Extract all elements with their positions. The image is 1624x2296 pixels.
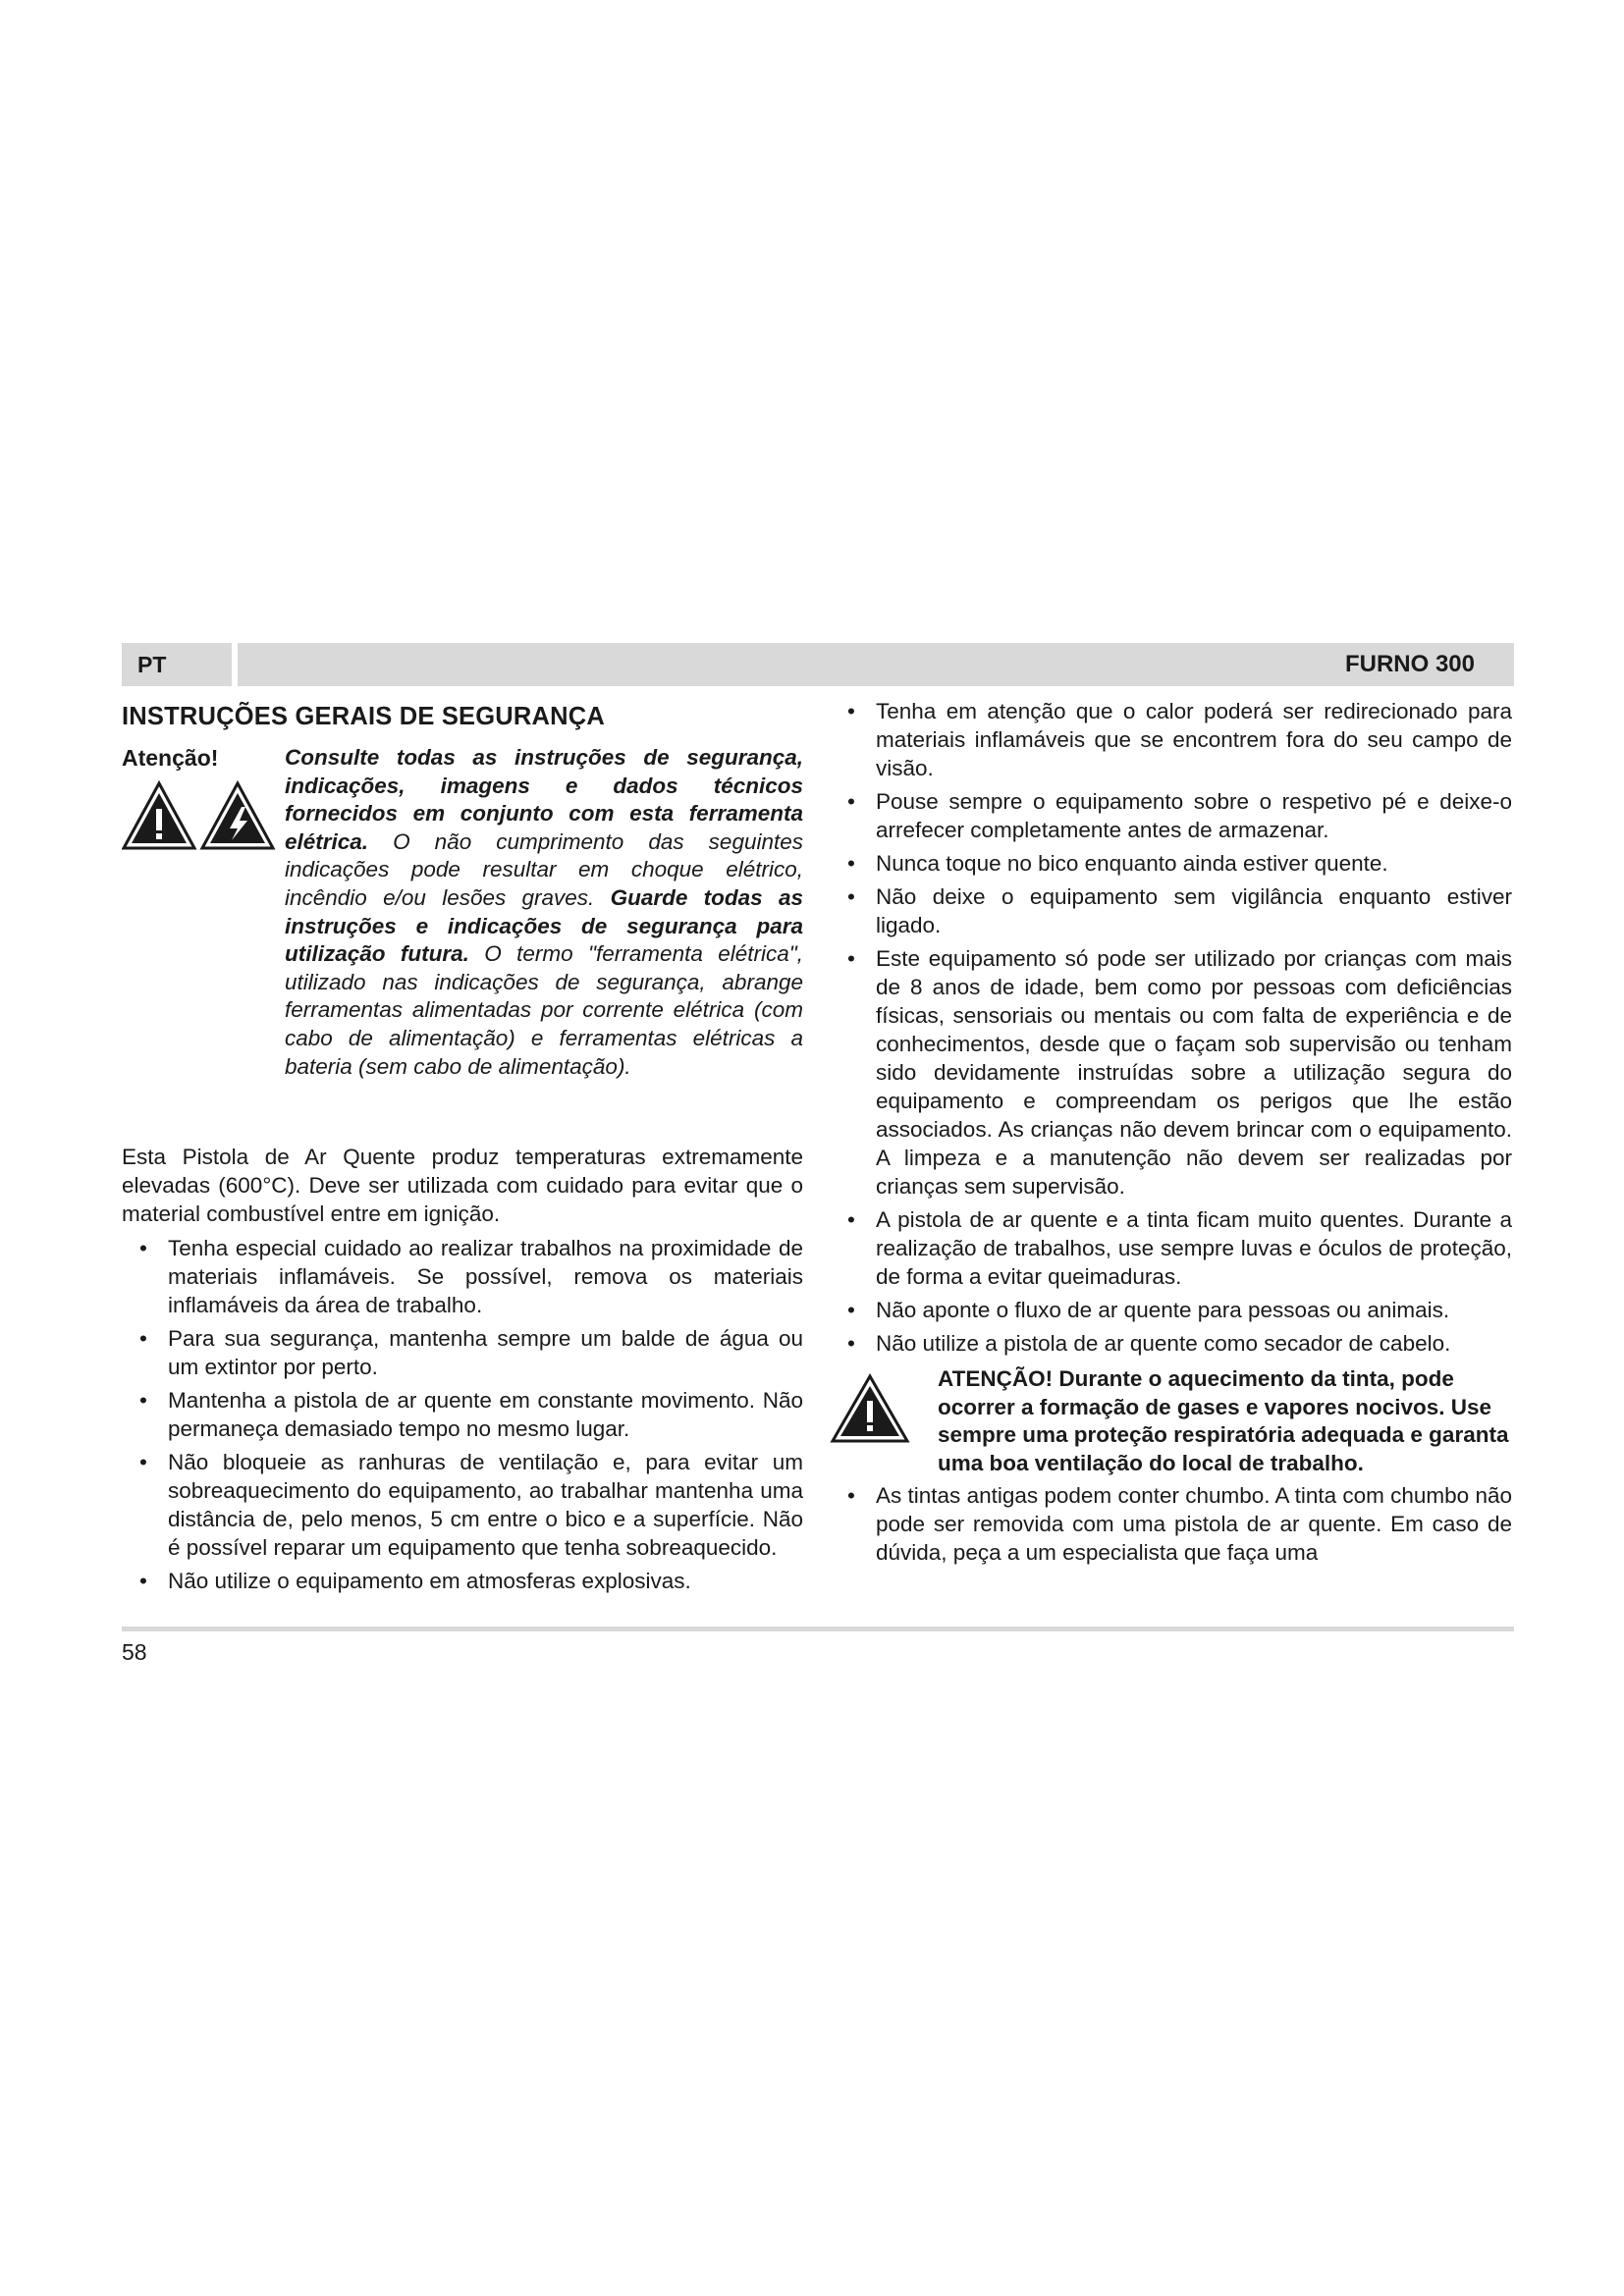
list-item: [830, 787, 1512, 844]
warning-label: Atenção!: [122, 745, 219, 771]
left-column: [122, 699, 803, 1600]
right-bullet-list: [830, 697, 1512, 1358]
bullet-icon: •: [847, 1483, 855, 1508]
list-item: [122, 1448, 803, 1562]
list-item: [830, 882, 1512, 939]
list-item-text: Não deixe o equipamento sem vigilância enquanto estiver ligado.: [876, 884, 1512, 937]
section-heading: INSTRUÇÕES GERAIS DE SEGURANÇA: [122, 703, 605, 730]
warning-triangle-icon: [830, 1373, 910, 1444]
list-item-text: Tenha em atenção que o calor poderá ser redirecionado para materiais inflamáveis que se encontrem fora do seu campo de visão.: [876, 699, 1512, 780]
list-item: [830, 1205, 1512, 1291]
list-item-text: Tenha especial cuidado ao realizar trabalhos na proximidade de materiais inflamáveis. Se possível, remova os materiais inflamáveis da área de trabalho.: [168, 1236, 803, 1317]
list-item: [830, 697, 1512, 782]
header-band: [122, 643, 1514, 686]
bullet-icon: •: [847, 789, 855, 814]
footer-rule: [122, 1627, 1514, 1631]
bullet-icon: •: [847, 884, 855, 909]
list-item: [830, 1329, 1512, 1358]
list-item-text: Não aponte o fluxo de ar quente para pessoas ou animais.: [876, 1298, 1450, 1322]
list-item-text: As tintas antigas podem conter chumbo. A tinta com chumbo não pode ser removida com uma pistola de ar quente. Em caso de dúvida, peça a um especialista que faça uma: [876, 1483, 1512, 1565]
electric-hazard-icon: [202, 783, 273, 848]
left-bullet-list: [122, 1234, 803, 1595]
bullet-icon: •: [139, 1326, 147, 1351]
attention-block: [830, 1365, 1512, 1475]
list-item: [830, 1481, 1512, 1567]
bullet-icon: •: [139, 1569, 147, 1593]
list-item: [122, 1567, 803, 1595]
list-item: [122, 1386, 803, 1443]
bullet-icon: •: [139, 1450, 147, 1474]
list-item-text: Não bloqueie as ranhuras de ventilação e, para evitar um sobreaquecimento do equipamento, ao trabalhar mantenha uma distância de, pelo menos, 5 cm entre o bico e a superfície. Não é possível reparar um equipamento que tenha sobreaquecido.: [168, 1450, 803, 1560]
bullet-icon: •: [847, 851, 855, 876]
list-item-text: A pistola de ar quente e a tinta ficam muito quentes. Durante a realização de trabalhos, use sempre luvas e óculos de proteção, de forma a evitar queimaduras.: [876, 1207, 1512, 1289]
list-item-text: Nunca toque no bico enquanto ainda estiver quente.: [876, 851, 1388, 876]
warning-triangle-icon: [124, 783, 194, 848]
list-item: [122, 1234, 803, 1319]
language-tag: PT: [122, 643, 232, 686]
list-item-text: Para sua segurança, mantenha sempre um balde de água ou um extintor por perto.: [168, 1326, 803, 1379]
bullet-icon: •: [847, 1331, 855, 1356]
right-column: [830, 697, 1512, 1572]
bullet-icon: •: [139, 1236, 147, 1260]
list-item-text: Este equipamento só pode ser utilizado por crianças com mais de 8 anos de idade, bem como por pessoas com deficiências físicas, sensoriais ou mentais ou com falta de experiência e de conhecimentos, desde que o façam sob supervisão ou tenham sido devidamente instruídas sobre a utilização segura do equipamento e compreendam os perigos que lhe estão associados. As crianças não devem brincar com o equipamento. A limpeza e a manutenção não devem ser realizadas por crianças sem supervisão.: [876, 946, 1512, 1199]
warning-icons: [122, 779, 279, 854]
list-item: [830, 1296, 1512, 1324]
list-item-text: Pouse sempre o equipamento sobre o respetivo pé e deixe-o arrefecer completamente antes de armazenar.: [876, 789, 1512, 842]
warning-bold-2: Guarde todas as instruções e indicações de segurança para utilização futura.: [285, 884, 804, 967]
bullet-icon: •: [139, 1388, 147, 1413]
warning-bold-1: Consulte todas as instruções de segurança, indicações, imagens e dados técnicos fornecidos em conjunto com esta ferramenta elétrica.: [285, 745, 803, 854]
attention-text: ATENÇÃO! Durante o aquecimento da tinta, pode ocorrer a formação de gases e vapores nocivos. Use sempre uma proteção respiratória adequada e garanta uma boa ventilação do local de trabalho.: [938, 1366, 1509, 1475]
bullet-icon: •: [847, 699, 855, 723]
list-item: [830, 849, 1512, 878]
list-item-text: Não utilize a pistola de ar quente como secador de cabelo.: [876, 1331, 1451, 1356]
warning-text: [285, 744, 803, 1081]
warning-block: [122, 744, 803, 1137]
intro-paragraph: Esta Pistola de Ar Quente produz temperaturas extremamente elevadas (600°C). Deve ser utilizada com cuidado para evitar que o material combustível entre em ignição.: [122, 1145, 803, 1226]
list-item-text: Não utilize o equipamento em atmosferas explosivas.: [168, 1569, 691, 1593]
bullet-icon: •: [847, 1207, 855, 1232]
warning-italic-1: O não cumprimento das seguintes indicações pode resultar em choque elétrico, incêndio e/ou lesões graves.: [285, 828, 803, 910]
list-item: [122, 1324, 803, 1381]
bullet-icon: •: [847, 1298, 855, 1322]
bullet-icon: •: [847, 946, 855, 971]
right-bullet-list-2: [830, 1481, 1512, 1567]
warning-italic-2: O termo "ferramenta elétrica", utilizado nas indicações de segurança, abrange ferramentas alimentadas por corrente elétrica (com cabo de alimentação) e ferramentas elétricas a bateria (sem cabo de alimentação).: [285, 941, 803, 1079]
list-item: [830, 944, 1512, 1201]
product-title: FURNO 300: [238, 643, 1514, 686]
list-item-text: Mantenha a pistola de ar quente em constante movimento. Não permaneça demasiado tempo no mesmo lugar.: [168, 1388, 803, 1441]
page-number: 58: [122, 1639, 147, 1665]
